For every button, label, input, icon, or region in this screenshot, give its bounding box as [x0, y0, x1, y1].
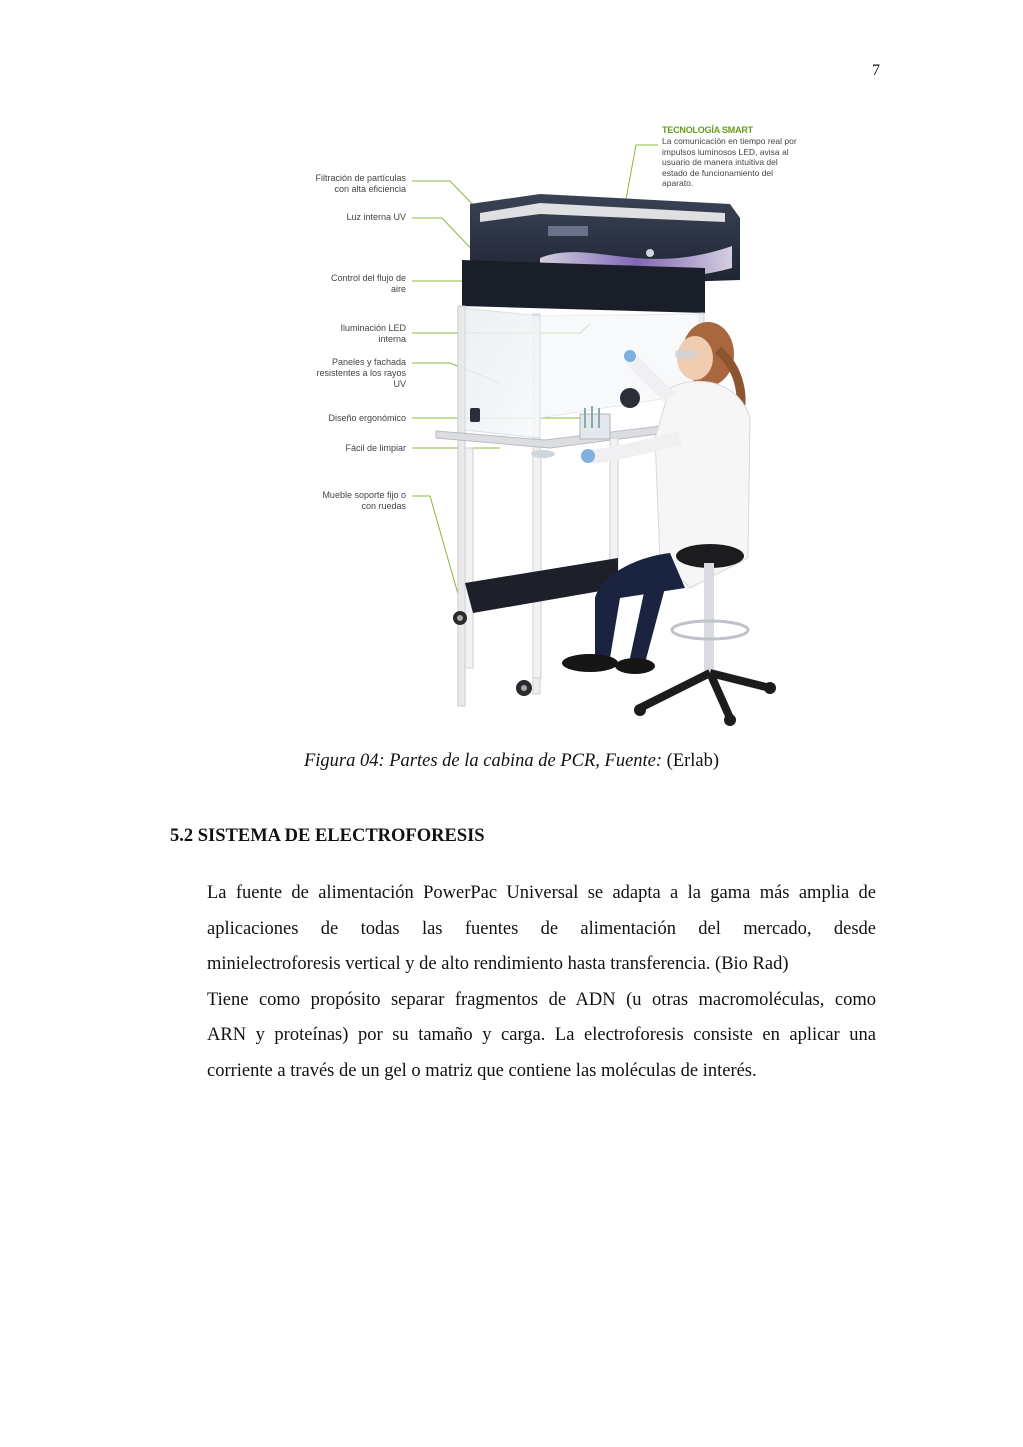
paragraph-line: La fuente de alimentación PowerPac Universal se adapta a la gama más amplia de: [207, 883, 876, 903]
body-paragraph: [207, 876, 876, 1090]
label-filtracion: Filtración de partículas con alta eficiencia: [315, 173, 406, 194]
pcr-cabinet-figure: [300, 118, 800, 738]
paragraph-line: ARN y proteínas) por su tamaño y carga. La electroforesis consiste en aplicar una: [207, 1025, 876, 1046]
callout-line-luz-uv: [412, 218, 480, 258]
callout-line-mueble: [412, 496, 462, 608]
smart-technology-text: La comunicación en tiempo real por impulsos luminosos LED, avisa al usuario de manera intuitiva del estado de funcionamiento del aparato.: [662, 136, 797, 188]
label-control-flujo: Control del flujo de aire: [330, 273, 406, 294]
caption-title: Figura 04: Partes de la cabina de PCR, Fuente:: [303, 751, 663, 771]
page-number: 7: [872, 62, 880, 79]
label-mueble: Mueble soporte fijo o con ruedas: [322, 490, 406, 511]
label-luz-uv: Luz interna UV: [346, 212, 406, 222]
caption-source: (Erlab): [666, 751, 720, 771]
paragraph-line: corriente a través de un gel o matriz que contiene las moléculas de interés.: [207, 1060, 757, 1081]
paragraph-line: minielectroforesis vertical y de alto rendimiento hasta transferencia. (Bio Rad): [207, 954, 789, 975]
pcr-cabinet-illustration: [300, 118, 800, 738]
paragraph-line: aplicaciones de todas las fuentes de alimentación del mercado, desde: [207, 918, 876, 939]
paragraph-line: Tiene como propósito separar fragmentos de ADN (u otras macromoléculas, como: [207, 989, 876, 1010]
figure-caption: [0, 751, 1023, 772]
label-facil: Fácil de limpiar: [345, 443, 406, 453]
label-paneles: Paneles y fachada resistentes a los rayos UV: [316, 357, 406, 389]
cabinet-top-unit: [462, 194, 740, 313]
smart-technology-title: TECNOLOGÍA SMART: [662, 125, 753, 135]
section-heading: 5.2 SISTEMA DE ELECTROFORESIS: [170, 826, 485, 846]
label-diseno: Diseño ergonómico: [328, 413, 406, 423]
label-iluminacion-led: Iluminación LED interna: [340, 323, 406, 344]
